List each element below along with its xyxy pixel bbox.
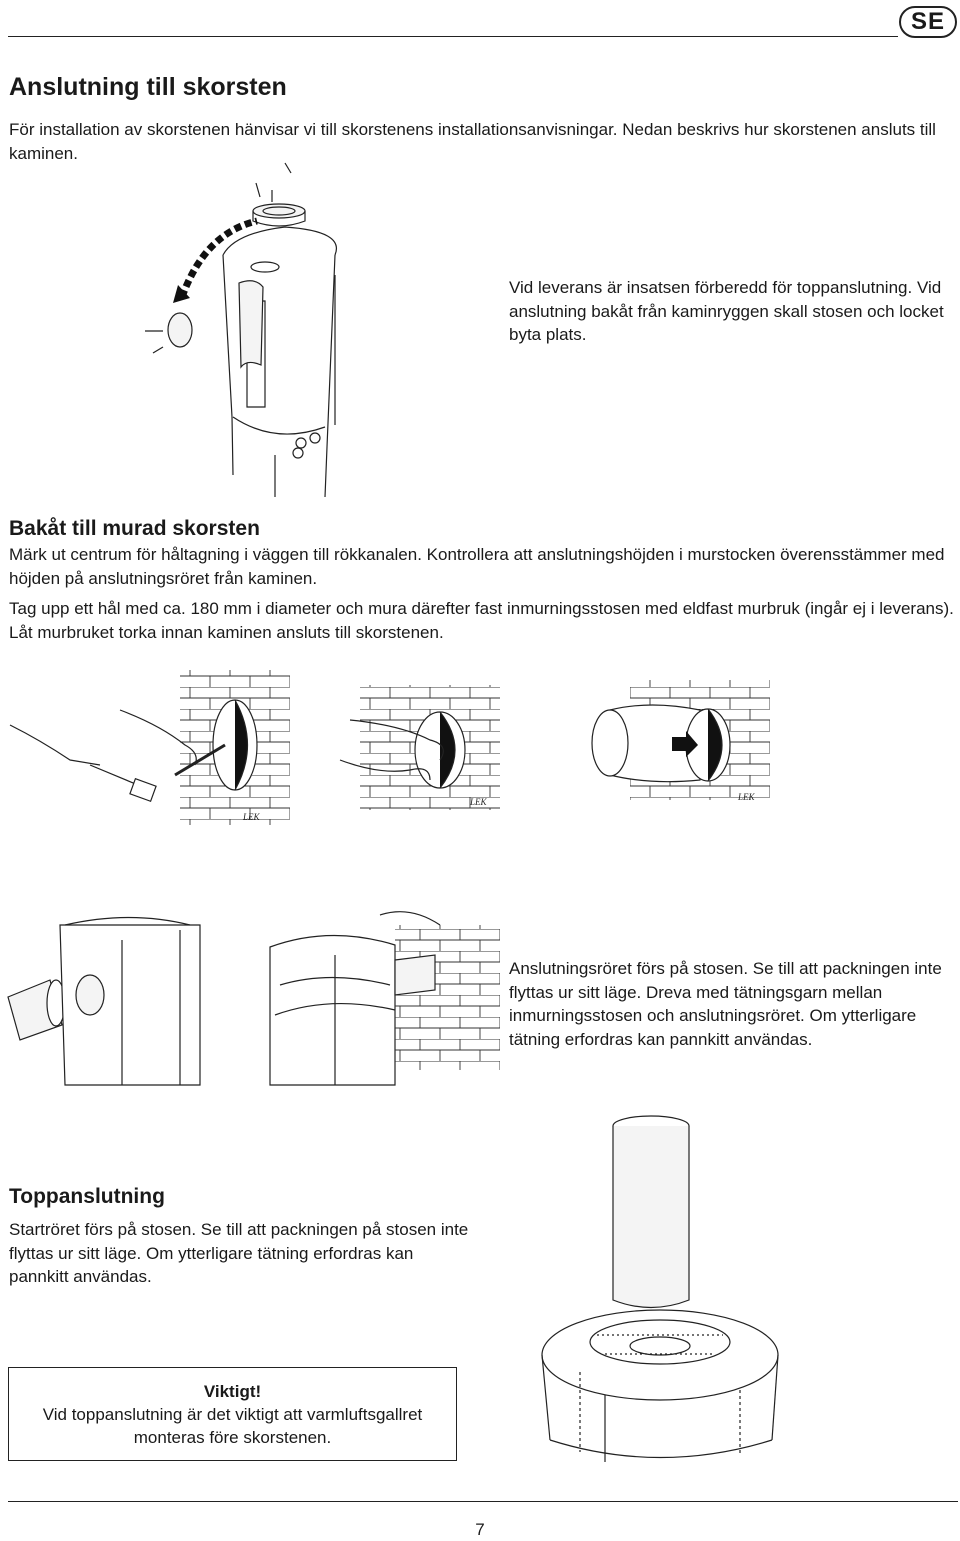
brick-mark-2: LEK	[470, 797, 487, 807]
important-notice-text: Vid toppanslutning är det viktigt att varmluftsgallret monteras före skorstenen.	[42, 1405, 423, 1447]
footer-rule	[8, 1501, 958, 1502]
figure-top-caption: Vid leverans är insatsen förberedd för toppanslutning. Vid anslutning bakåt från kaminryggen skall stosen och locket byta plats.	[509, 278, 944, 344]
intro-text: För installation av skorstenen hänvisar vi till skorstenens installationsanvisningar. Nedan beskrivs hur skorstenen ansluts till kaminen.	[9, 120, 936, 163]
section-rear-heading: Bakåt till murad skorsten	[9, 517, 260, 540]
section-rear-paragraph-2: Tag upp ett hål med ca. 180 mm i diameter och mura därefter fast inmurningsstosen med eldfast murbruk (ingår ej i leverans). Låt murbruket torka innan kaminen ansluts till skorstenen.	[9, 599, 954, 642]
section-top-paragraph: Startröret förs på stosen. Se till att packningen på stosen inte flyttas ur sitt läge. Om ytterligare tätning erfordras kan pannkitt användas.	[9, 1220, 469, 1286]
header-rule	[8, 36, 898, 37]
figure-connect-caption: Anslutningsröret förs på stosen. Se till att packningen inte flyttas ur sitt läge. Dreva med tätningsgarn mellan inmurningsstosen och anslutningsröret. Om ytterligare tätning erfordras kan pannkitt användas.	[509, 959, 942, 1049]
section-top-heading: Toppanslutning	[9, 1185, 165, 1208]
page-number: 7	[475, 1520, 485, 1539]
connection-pipe-illustration	[0, 885, 500, 1090]
page-title: Anslutning till skorsten	[9, 73, 287, 101]
top-connection-illustration	[535, 1110, 785, 1475]
section-rear-paragraph-1: Märk ut centrum för håltagning i väggen till rökkanalen. Kontrollera att anslutningshöjden i murstocken överensstämmer med höjden på anslutningsröret från kaminen.	[9, 545, 945, 588]
important-notice-box	[8, 1367, 457, 1461]
stove-insert-illustration	[135, 155, 365, 505]
language-badge: SE	[899, 6, 957, 38]
brick-wall-steps-illustration	[10, 665, 955, 835]
important-notice-title: Viktigt!	[203, 1382, 262, 1401]
brick-mark-3: LEK	[738, 792, 755, 802]
brick-mark-1: LEK	[243, 812, 260, 822]
